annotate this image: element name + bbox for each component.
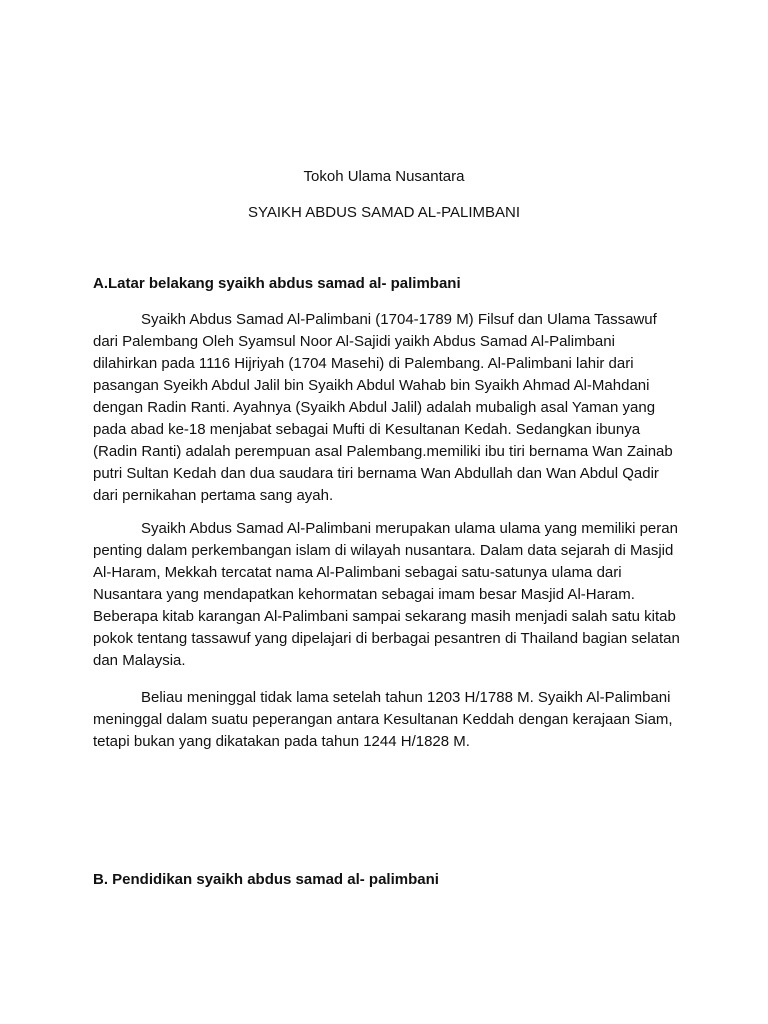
section-a-paragraph-2: Syaikh Abdus Samad Al-Palimbani merupakan ulama ulama yang memiliki peran penting dalam perkembangan islam di wilayah nusantara. Dalam data sejarah di Masjid Al-Haram, Mekkah tercatat nama Al-Palimbani sebagai satu-satunya ulama dari Nusantara yang mendapatkan kehormatan sebagai imam besar Masjid Al-Haram. Beberapa kitab karangan Al-Palimbani sampai sekarang masih menjadi salah satu kitab pokok tentang tassawuf yang dipelajari di berbagai pesantren di Thailand bagian selatan dan Malaysia. [93,520,680,669]
document-subtitle: SYAIKH ABDUS SAMAD AL-PALIMBANI [247,204,521,221]
section-a-heading: A.Latar belakang syaikh abdus samad al- palimbani [93,275,461,292]
section-b-heading: B. Pendidikan syaikh abdus samad al- palimbani [93,871,439,888]
section-a-paragraph-3: Beliau meninggal tidak lama setelah tahun 1203 H/1788 M. Syaikh Al-Palimbani meninggal dalam suatu peperangan antara Kesultanan Keddah dengan kerajaan Siam, tetapi bukan yang dikatakan pada tahun 1244 H/1828 M. [93,689,673,750]
document-title: Tokoh Ulama Nusantara [303,168,465,185]
section-a-paragraph-1: Syaikh Abdus Samad Al-Palimbani (1704-1789 M) Filsuf dan Ulama Tassawuf dari Palembang Oleh Syamsul Noor Al-Sajidi yaikh Abdus Samad Al-Palimbani dilahirkan pada 1116 Hijriyah (1704 Masehi) di Palembang. Al-Palimbani lahir dari pasangan Syeikh Abdul Jalil bin Syaikh Abdul Wahab bin Syaikh Ahmad Al-Mahdani dengan Radin Ranti. Ayahnya (Syaikh Abdul Jalil) adalah mubaligh asal Yaman yang pada abad ke-18 menjabat sebagai Mufti di Kesultanan Kedah. Sedangkan ibunya (Radin Ranti) adalah perempuan asal Palembang.memiliki ibu tiri bernama Wan Zainab putri Sultan Kedah dan dua saudara tiri bernama Wan Abdullah dan Wan Abdul Qadir dari pernikahan pertama sang ayah. [93,311,673,504]
